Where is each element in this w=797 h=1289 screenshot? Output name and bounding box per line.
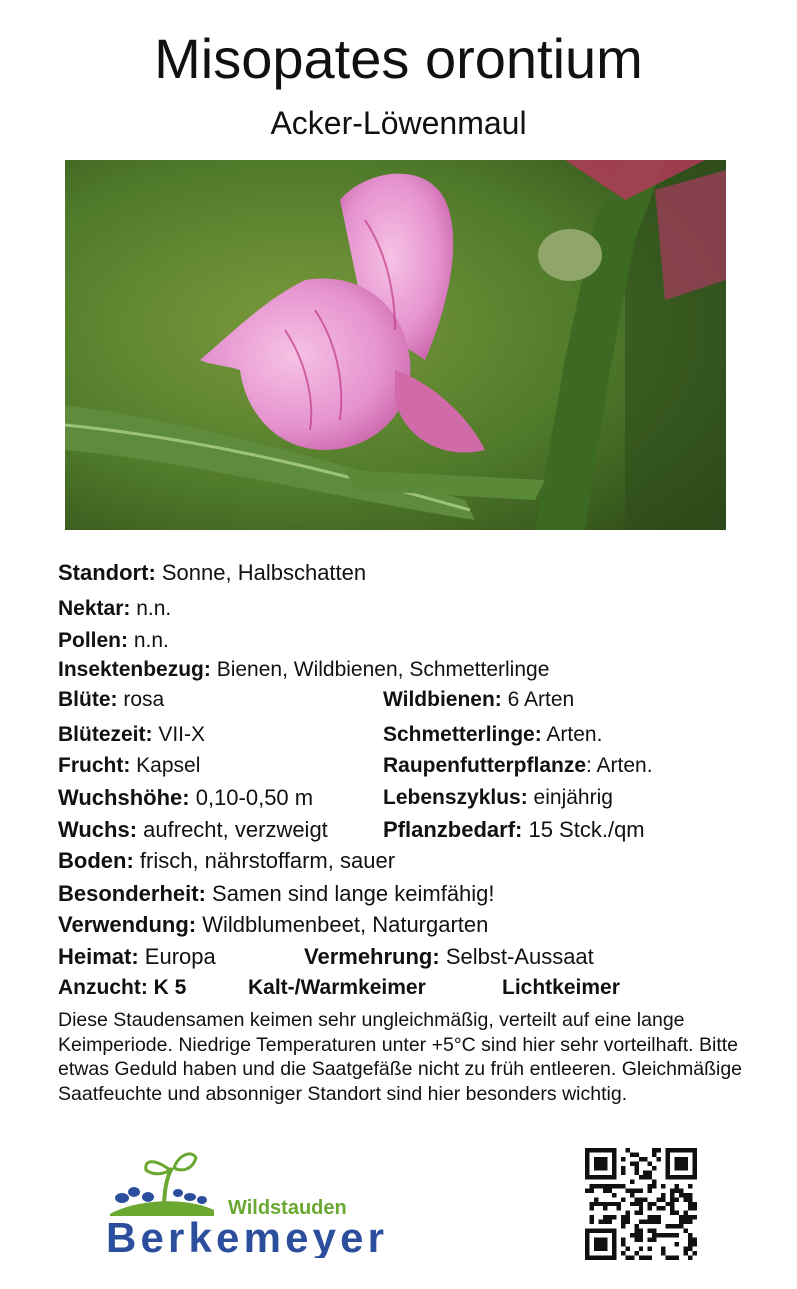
qr-code[interactable] bbox=[585, 1148, 697, 1260]
fact-insektenbezug: Insektenbezug: Bienen, Wildbienen, Schmetterlinge bbox=[58, 658, 550, 681]
fact-heimat: Heimat: Europa bbox=[58, 944, 216, 969]
fact-pflanzbedarf: Pflanzbedarf: 15 Stck./qm bbox=[383, 817, 645, 842]
logo-line-berkemeyer: Berkemeyer bbox=[106, 1214, 384, 1258]
plant-photo bbox=[65, 160, 726, 530]
fact-verwendung: Verwendung: Wildblumenbeet, Naturgarten bbox=[58, 912, 489, 937]
fact-standort: Standort: Sonne, Halbschatten bbox=[58, 560, 367, 585]
fact-boden: Boden: frisch, nährstoffarm, sauer bbox=[58, 848, 396, 873]
fact-pollen: Pollen: n.n. bbox=[58, 629, 169, 652]
fact-keimer-1: Kalt-/Warmkeimer bbox=[248, 976, 426, 999]
fact-lebenszyklus: Lebenszyklus: einjährig bbox=[383, 786, 613, 809]
logo-line-wildstauden: Wildstauden bbox=[228, 1197, 347, 1219]
plant-common-name: Acker-Löwenmaul bbox=[270, 105, 527, 141]
fact-keimer-2: Lichtkeimer bbox=[502, 976, 620, 999]
fact-wuchshoehe: Wuchshöhe: 0,10-0,50 m bbox=[58, 785, 314, 810]
fact-nektar: Nektar: n.n. bbox=[58, 597, 172, 620]
fact-anzucht: Anzucht: K 5 bbox=[58, 976, 187, 999]
plant-latin-name: Misopates orontium bbox=[154, 27, 643, 90]
fact-bluetezeit: Blütezeit: VII-X bbox=[58, 723, 206, 746]
fact-wuchs: Wuchs: aufrecht, verzweigt bbox=[58, 817, 328, 842]
fact-schmetterlinge: Schmetterlinge: Arten. bbox=[383, 723, 603, 746]
fact-bluete: Blüte: rosa bbox=[58, 688, 165, 711]
fact-wildbienen: Wildbienen: 6 Arten bbox=[383, 688, 575, 711]
fact-frucht: Frucht: Kapsel bbox=[58, 754, 201, 777]
fact-vermehrung: Vermehrung: Selbst-Aussaat bbox=[304, 944, 594, 969]
germination-description: Diese Staudensamen keimen sehr ungleichmäßig, verteilt auf eine lange Keimperiode. Niedrige Temperaturen unter +5°C sind hier sehr vorteilhaft. Bitte etwas Geduld haben und die Saatgefäße nicht zu früh entleeren. Gleichmäßige Saatfeuchte und absonniger Standort sind hier besonders wichtig. bbox=[58, 1009, 743, 1105]
fact-raupenfutterpflanze: Raupenfutterpflanze: Arten. bbox=[383, 754, 653, 777]
company-logo bbox=[104, 1148, 394, 1258]
fact-besonderheit: Besonderheit: Samen sind lange keimfähig! bbox=[58, 881, 495, 906]
